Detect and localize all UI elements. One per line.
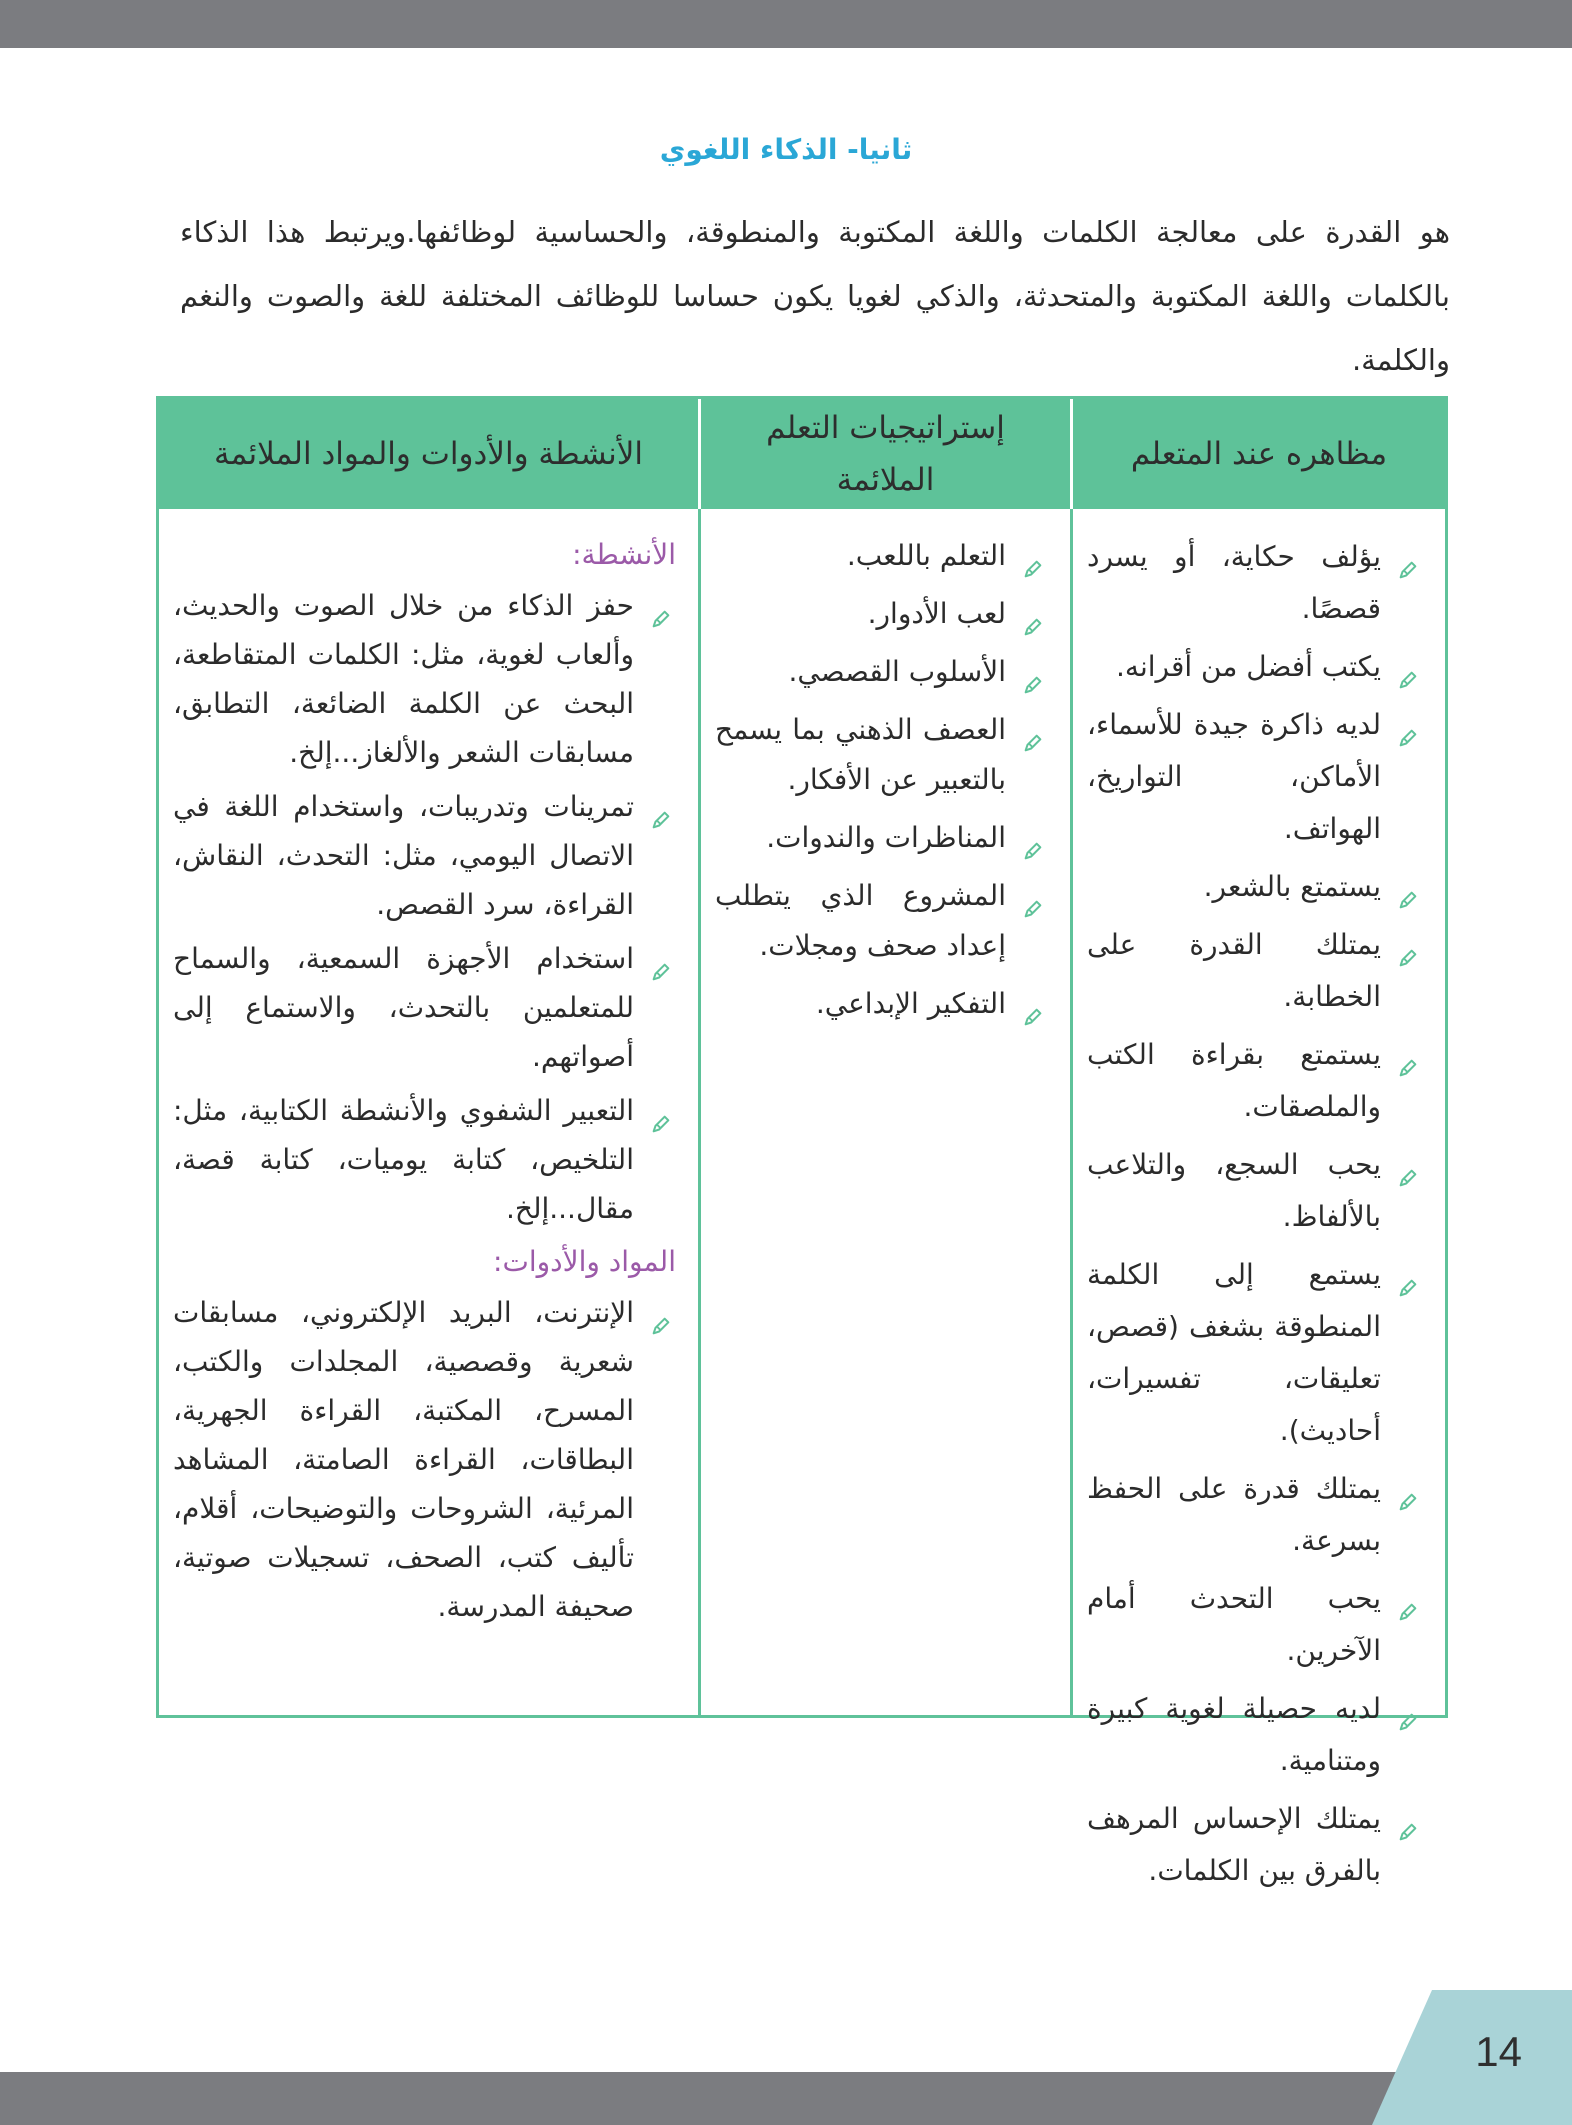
list-item-text: تمرينات وتدريبات، واستخدام اللغة في الاتصال اليومي، مثل: التحدث، النقاش، القراءة، سرد القصص.: [173, 790, 634, 921]
list-item-text: التعبير الشفوي والأنشطة الكتابية، مثل: التلخيص، كتابة يوميات، كتابة قصة، مقال...إلخ.: [173, 1094, 634, 1225]
list-item-text: يمتلك قدرة على الحفظ بسرعة.: [1087, 1472, 1381, 1557]
cell-strategies: [698, 509, 1070, 1715]
page-number: 14: [1475, 2028, 1522, 2075]
list-item: [715, 647, 1048, 697]
list-item-text: لعب الأدوار.: [867, 597, 1006, 630]
list-item-text: يؤلف حكاية، أو يسرد قصصًا.: [1087, 540, 1381, 625]
list-item-text: التعلم باللعب.: [846, 539, 1006, 572]
list-item-text: يحب التحدث أمام الآخرين.: [1087, 1582, 1381, 1667]
list-item-text: يمتلك القدرة على الخطابة.: [1087, 928, 1381, 1013]
list-item: [173, 1086, 676, 1233]
list-item-text: الإنترنت، البريد الإلكتروني، مسابقات شعرية وقصصية، المجلدات والكتب، المسرح، المكتبة، القراءة الجهرية، البطاقات، القراءة الصامتة، المشاهد المرئية، الشروحات والتوضيحات، أقلام، تأليف كتب، الصحف، تسجيلات صوتية، صحيفة المدرسة.: [173, 1296, 634, 1623]
pencil-check-icon: [1022, 886, 1044, 908]
list-item-text: يكتب أفضل من أقرانه.: [1116, 650, 1381, 683]
top-bar: [0, 0, 1572, 48]
pencil-check-icon: [1022, 662, 1044, 684]
pencil-check-icon: [1397, 1478, 1419, 1500]
activities-list: [173, 581, 676, 1233]
pencil-check-icon: [1397, 934, 1419, 956]
materials-heading: المواد والأدوات:: [493, 1245, 676, 1278]
list-item-text: استخدام الأجهزة السمعية، والسماح للمتعلمين بالتحدث، والاستماع إلى أصواتهم.: [173, 942, 634, 1073]
list-item: [1087, 531, 1423, 635]
list-item: [1087, 1463, 1423, 1567]
list-item-text: يحب السجع، والتلاعب بالألفاظ.: [1087, 1148, 1381, 1233]
activities-heading: الأنشطة:: [572, 538, 676, 571]
header-strategies: إستراتيجيات التعلم الملائمة: [698, 399, 1070, 509]
list-item-text: لديه ذاكرة جيدة للأسماء، الأماكن، التواريخ، الهواتف.: [1087, 708, 1381, 845]
pencil-check-icon: [1022, 720, 1044, 742]
pencil-check-icon: [1397, 1044, 1419, 1066]
pencil-check-icon: [1022, 828, 1044, 850]
pencil-check-icon: [1397, 546, 1419, 568]
pencil-check-icon: [650, 596, 672, 618]
section-title: ثانيا- الذكاء اللغوي: [659, 133, 913, 166]
pencil-check-icon: [1022, 994, 1044, 1016]
page-tab: [1372, 1990, 1572, 2125]
list-item-text: يمتلك الإحساس المرهف بالفرق بين الكلمات.: [1087, 1802, 1381, 1887]
pencil-check-icon: [1397, 1264, 1419, 1286]
header-activities: الأنشطة والأدوات والمواد الملائمة: [159, 399, 698, 509]
list-item: [715, 589, 1048, 639]
list-item: [1087, 1029, 1423, 1133]
pencil-check-icon: [650, 797, 672, 819]
list-item-text: المناظرات والندوات.: [766, 821, 1006, 854]
cell-manifestations: [1070, 509, 1445, 1887]
list-item: [715, 813, 1048, 863]
bottom-bar: [0, 2072, 1572, 2125]
list-item: [715, 979, 1048, 1029]
list-item: [1087, 641, 1423, 693]
list-item: [173, 934, 676, 1081]
list-item: [1087, 1139, 1423, 1243]
list-item-text: يستمتع بالشعر.: [1203, 870, 1381, 903]
list-item: [1087, 861, 1423, 913]
pencil-check-icon: [1397, 1698, 1419, 1720]
list-item-text: الأسلوب القصصي.: [788, 655, 1006, 688]
list-item: [715, 531, 1048, 581]
list-item-text: حفز الذكاء من خلال الصوت والحديث، وألعاب لغوية، مثل: الكلمات المتقاطعة، البحث عن الكلمة الضائعة، التطابق، مسابقات الشعر والألغاز...إلخ.: [173, 589, 634, 769]
strategies-list: [715, 531, 1048, 1029]
list-item: [1087, 1573, 1423, 1677]
materials-list: [173, 1288, 676, 1631]
intro-paragraph: هو القدرة على معالجة الكلمات واللغة المكتوبة والمنطوقة، والحساسية لوظائفها.ويرتبط هذا الذكاء بالكلمات واللغة المكتوبة والمتحدثة، والذكي لغويا يكون حساسا للوظائف المختلفة للغة والصوت والنغم والكلمة.: [180, 215, 1450, 377]
pencil-check-icon: [1397, 714, 1419, 736]
manifestations-list: [1087, 531, 1423, 1897]
cell-activities: [159, 509, 698, 1715]
pencil-check-icon: [1397, 1588, 1419, 1610]
header-manifestations: مظاهره عند المتعلم: [1070, 399, 1445, 509]
list-item: [173, 782, 676, 929]
pencil-check-icon: [1397, 656, 1419, 678]
list-item: [1087, 1249, 1423, 1457]
list-item-text: العصف الذهني بما يسمح بالتعبير عن الأفكار.: [715, 713, 1006, 796]
list-item-text: المشروع الذي يتطلب إعداد صحف ومجلات.: [715, 879, 1006, 962]
pencil-check-icon: [650, 1101, 672, 1123]
list-item-text: يستمع إلى الكلمة المنطوقة بشغف (قصص، تعليقات، تفسيرات، أحاديث).: [1087, 1258, 1381, 1447]
list-item: [173, 581, 676, 777]
pencil-check-icon: [1022, 604, 1044, 626]
pencil-check-icon: [650, 1303, 672, 1325]
pencil-check-icon: [650, 949, 672, 971]
list-item: [1087, 919, 1423, 1023]
pencil-check-icon: [1397, 1808, 1419, 1830]
list-item: [1087, 1683, 1423, 1787]
list-item: [715, 871, 1048, 971]
list-item-text: التفكير الإبداعي.: [815, 987, 1006, 1020]
pencil-check-icon: [1397, 876, 1419, 898]
list-item: [173, 1288, 676, 1631]
list-item: [1087, 699, 1423, 855]
list-item-text: لديه حصيلة لغوية كبيرة ومتنامية.: [1087, 1692, 1381, 1777]
pencil-check-icon: [1022, 546, 1044, 568]
list-item: [1087, 1793, 1423, 1897]
intelligence-table: [156, 396, 1448, 1887]
pencil-check-icon: [1397, 1154, 1419, 1176]
list-item-text: يستمتع بقراءة الكتب والملصقات.: [1087, 1038, 1381, 1123]
list-item: [715, 705, 1048, 805]
